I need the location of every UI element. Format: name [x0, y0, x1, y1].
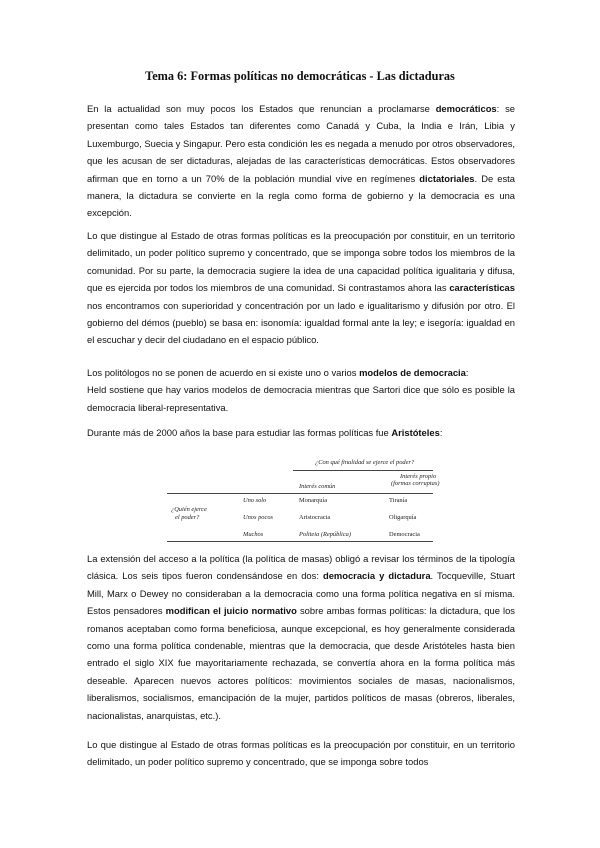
- bold-term: democracia y dictadura: [322, 570, 431, 582]
- table-row-header-line2: el poder?: [175, 514, 200, 521]
- text: Held sostiene que hay varios modelos de democracia mientras que Sartori dice que sólo es posible la democracia liberal-representativa.: [87, 384, 515, 413]
- table-row-good: Politeia (República): [299, 531, 351, 538]
- text: :: [439, 427, 443, 438]
- bold-term: Aristóteles: [391, 427, 440, 438]
- table-col2-line2: (formas corruptas): [391, 480, 440, 487]
- text: Lo que distingue al Estado de otras formas políticas es la preocupación por constituir, en un territorio delimitado, un poder político supremo y concentrado, que se imponga sobre todos los miembros de la comunidad. Por su parte, la democracia sugiere la idea de una capacidad política igualitaria y difusa, que es ejercida por todos los miembros de una comunidad. Si contrastamos ahora las: [87, 230, 515, 294]
- text: Lo que distingue al Estado de otras formas políticas es la preocupación por constituir, en un territorio delimitado, un poder político supremo y concentrado, que se imponga sobre todos: [87, 739, 515, 768]
- paragraph-aristoteles: [87, 424, 515, 441]
- paragraph-estado-repeat: [87, 736, 515, 771]
- aristotle-forms-table: [167, 456, 440, 542]
- text: sobre ambas formas políticas: la dictadura, que los romanos aceptaban como forma beneficiosa, aunque excepcional, es hoy generalmente considerada como una forma política condenable, mientras que la democracia, que desde Aristóteles hasta bien entrado el siglo XIX fue mayoritariamente rechazada, se convertía ahora en la forma política más deseable. Aparecen nuevos actores políticos: movimientos sociales de masas, nacionalismos, liberalismos, socialismos, emancipación de la mujer, partidos políticos de masas (obreros, liberales, nacionalistas, anarquistas, etc.).: [87, 605, 515, 721]
- text: nos encontramos con superioridad y concentración por un lado e igualitarismo y difusión por otro. El gobierno del démos (pueblo) se basa en: isonomía: igualdad formal ante la ley; e isegoría: igualdad en el escuchar y decir del ciudadano en el espacio público.: [87, 299, 515, 346]
- text: Durante más de 2000 años la base para estudiar las formas políticas fue: [87, 427, 392, 438]
- bold-term: características: [449, 282, 515, 294]
- table-row-bad: Oligarquía: [389, 514, 417, 521]
- paragraph-masas: [87, 550, 515, 724]
- bold-term: modifican el juicio normativo: [165, 605, 297, 617]
- text: La extensión del acceso a la política (la política de masas) obligó a revisar los términos de la tipología clásica. Los seis tipos fueron condensándose en dos:: [87, 553, 515, 582]
- table-rule: [293, 470, 433, 471]
- table-row-bad: Tiranía: [389, 497, 408, 504]
- bold-term: modelos de democracia: [359, 367, 466, 378]
- bold-term: democráticos: [435, 103, 497, 114]
- table-row-header-line1: ¿Quién ejerce: [171, 506, 207, 513]
- table-row-good: Aristocracia: [299, 514, 331, 521]
- table-col2-line1: Interés propio: [400, 473, 437, 480]
- text: Los politólogos no se ponen de acuerdo en si existe uno o varios: [87, 367, 360, 378]
- text: . De esta manera, la dictadura se convierte en la regla como forma de gobierno y la democracia es una excepción.: [87, 172, 515, 219]
- table-col1-header: Interés común: [299, 483, 336, 490]
- bold-term: dictatoriales: [419, 172, 475, 184]
- table-rule: [167, 493, 433, 494]
- table-row-who: Unos pocos: [243, 514, 273, 521]
- table-row-good: Monarquía: [299, 497, 328, 504]
- paragraph-estado: [87, 227, 515, 349]
- paragraph-modelos: [87, 364, 515, 416]
- table-rule: [167, 541, 433, 542]
- table-row-who: Uno solo: [243, 497, 267, 504]
- page-title: Tema 6: Formas políticas no democráticas - Las dictaduras: [145, 69, 455, 83]
- table-row-who: Muchos: [243, 531, 264, 538]
- paragraph-intro: [87, 100, 515, 222]
- text: :: [465, 367, 469, 378]
- text: . Tocqueville, Stuart Mill, Marx o Dewey no consideraban a la democracia como una forma política negativa en sí misma. Estos pensadores: [87, 570, 516, 617]
- table-row-bad: Democracia: [389, 531, 420, 538]
- text: En la actualidad son muy pocos los Estados que renuncian a proclamarse: [87, 103, 436, 114]
- text: : se presentan como tales Estados tan diferentes como Canadá y Cuba, la India e Irán, Libia y Luxemburgo, Suecia y Singapur. Pero esta condición les es negada a menudo por otros observadores, que les acusan de ser dictaduras, alejadas de las características democráticas. Estos observadores afirman que en torno a un 70% de la población mundial vive en regímenes: [87, 103, 515, 184]
- table-header-main: ¿Con qué finalidad se ejerce el poder?: [315, 459, 415, 466]
